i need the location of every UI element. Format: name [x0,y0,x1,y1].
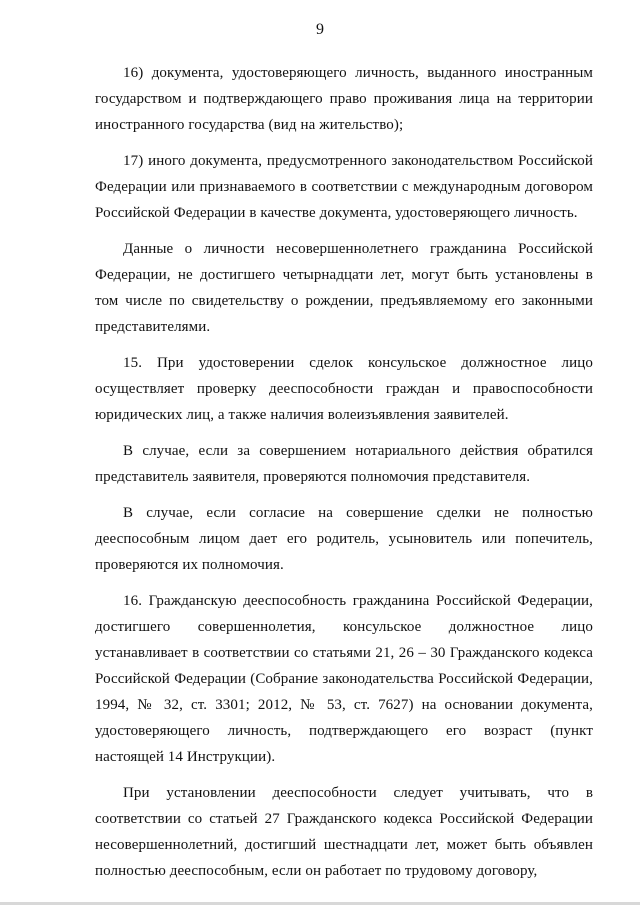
paragraph-representative: В случае, если за совершением нотариального действия обратился представитель заявителя, проверяются полномочия представителя. [95,443,593,485]
paragraph-section-16: 16. Гражданскую дееспособность гражданина Российской Федерации, достигшего совершеннолетия, консульское должностное лицо устанавливает в соответствии со статьями 21, 26 – 30 Гражданского кодекса Российской Федерации (Собрание законодательства Российской Федерации, 1994, № 32, ст. 3301; 2012, № 53, ст. 7627) на основании документа, удостоверяющего личность, подтверждающего его возраст (пункт настоящей 14 Инструкции). [95,593,593,765]
paragraph-capacity-note: При установлении дееспособности следует учитывать, что в соответствии со статьей 27 Гражданского кодекса Российской Федерации несовершеннолетний, достигший шестнадцати лет, может быть объявлен полностью дееспособным, если он работает по трудовому договору, [95,785,593,879]
paragraph-minor-identity: Данные о личности несовершеннолетнего гражданина Российской Федерации, не достигшего четырнадцати лет, могут быть установлены в том числе по свидетельству о рождении, предъявляемому его законными представителями. [95,241,593,335]
page-number: 9 [316,21,324,38]
paragraph-consent: В случае, если согласие на совершение сделки не полностью дееспособным лицом дает его родитель, усыновитель или попечитель, проверяются их полномочия. [95,505,593,573]
paragraph-section-15: 15. При удостоверении сделок консульское должностное лицо осуществляет проверку дееспособности граждан и правоспособности юридических лиц, а также наличия волеизъявления заявителей. [95,355,593,423]
document-body [95,60,593,884]
paragraph-item-17: 17) иного документа, предусмотренного законодательством Российской Федерации или признаваемого в соответствии с международным договором Российской Федерации в качестве документа, удостоверяющего личность. [95,153,593,221]
paragraph-item-16: 16) документа, удостоверяющего личность, выданного иностранным государством и подтверждающего право проживания лица на территории иностранного государства (вид на жительство); [95,65,593,133]
